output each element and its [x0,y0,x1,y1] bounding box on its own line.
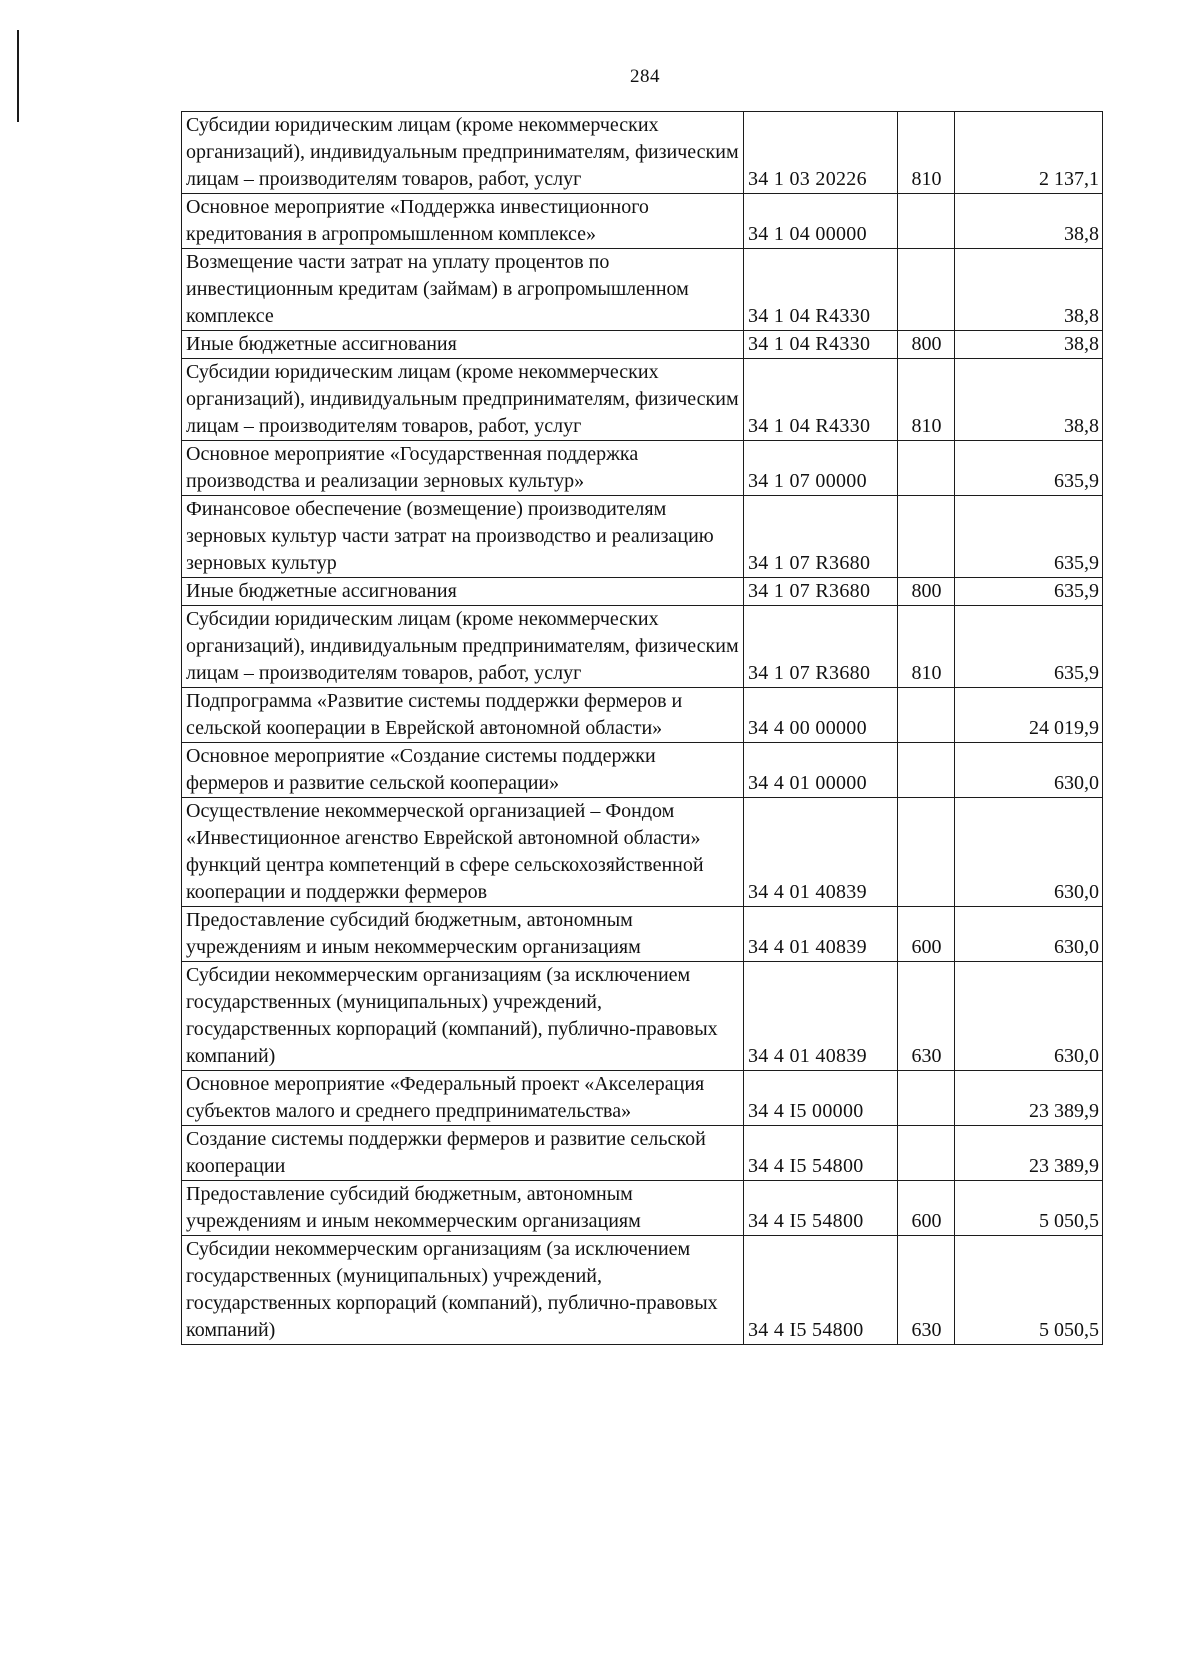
row-name-cell: Иные бюджетные ассигнования [182,331,744,359]
budget-table-body [182,112,1103,1345]
row-amount-cell: 23 389,9 [955,1071,1103,1126]
row-code-cell: 34 4 01 00000 [744,743,898,798]
row-expense-type-cell: 630 [898,1236,955,1345]
row-name-cell: Иные бюджетные ассигнования [182,578,744,606]
row-code-cell: 34 4 01 40839 [744,907,898,962]
row-name-cell: Основное мероприятие «Создание системы поддержки фермеров и развитие сельской кооперации» [182,743,744,798]
table-row [182,578,1103,606]
row-amount-cell: 5 050,5 [955,1236,1103,1345]
row-amount-cell: 2 137,1 [955,112,1103,194]
row-name-cell: Предоставление субсидий бюджетным, автономным учреждениям и иным некоммерческим организациям [182,1181,744,1236]
row-name-cell: Подпрограмма «Развитие системы поддержки фермеров и сельской кооперации в Еврейской автономной области» [182,688,744,743]
table-row [182,743,1103,798]
row-expense-type-cell: 800 [898,331,955,359]
row-code-cell: 34 1 04 R4330 [744,359,898,441]
page-number: 284 [630,66,660,87]
table-row [182,112,1103,194]
table-row [182,496,1103,578]
row-code-cell: 34 4 I5 54800 [744,1126,898,1181]
row-name-cell: Субсидии некоммерческим организациям (за исключением государственных (муниципальных) учреждений, государственных корпораций (компаний), публично-правовых компаний) [182,962,744,1071]
row-code-cell: 34 1 07 R3680 [744,496,898,578]
row-amount-cell: 24 019,9 [955,688,1103,743]
row-expense-type-cell [898,441,955,496]
row-expense-type-cell: 810 [898,359,955,441]
row-code-cell: 34 1 07 00000 [744,441,898,496]
row-amount-cell: 630,0 [955,743,1103,798]
table-row [182,441,1103,496]
row-expense-type-cell [898,496,955,578]
row-amount-cell: 23 389,9 [955,1126,1103,1181]
row-code-cell: 34 4 I5 00000 [744,1071,898,1126]
table-row [182,249,1103,331]
row-code-cell: 34 4 01 40839 [744,798,898,907]
row-code-cell: 34 4 I5 54800 [744,1181,898,1236]
row-name-cell: Субсидии некоммерческим организациям (за исключением государственных (муниципальных) учреждений, государственных корпораций (компаний), публично-правовых компаний) [182,1236,744,1345]
row-expense-type-cell: 810 [898,606,955,688]
row-expense-type-cell [898,249,955,331]
row-amount-cell: 38,8 [955,331,1103,359]
row-expense-type-cell: 600 [898,1181,955,1236]
row-name-cell: Субсидии юридическим лицам (кроме некоммерческих организаций), индивидуальным предпринимателям, физическим лицам – производителям товаров, работ, услуг [182,606,744,688]
row-code-cell: 34 4 00 00000 [744,688,898,743]
table-row [182,1181,1103,1236]
table-row [182,962,1103,1071]
row-amount-cell: 630,0 [955,907,1103,962]
row-expense-type-cell [898,743,955,798]
budget-table [181,111,1103,1345]
row-expense-type-cell [898,798,955,907]
row-code-cell: 34 1 03 20226 [744,112,898,194]
row-code-cell: 34 1 04 00000 [744,194,898,249]
table-row [182,1126,1103,1181]
row-name-cell: Предоставление субсидий бюджетным, автономным учреждениям и иным некоммерческим организациям [182,907,744,962]
row-name-cell: Субсидии юридическим лицам (кроме некоммерческих организаций), индивидуальным предпринимателям, физическим лицам – производителям товаров, работ, услуг [182,112,744,194]
table-row [182,1236,1103,1345]
table-row [182,907,1103,962]
table-row [182,1071,1103,1126]
row-name-cell: Основное мероприятие «Поддержка инвестиционного кредитования в агропромышленном комплексе» [182,194,744,249]
row-code-cell: 34 1 04 R4330 [744,249,898,331]
row-name-cell: Осуществление некоммерческой организацией – Фондом «Инвестиционное агенство Еврейской автономной области» функций центра компетенций в сфере сельскохозяйственной кооперации и поддержки фермеров [182,798,744,907]
row-name-cell: Субсидии юридическим лицам (кроме некоммерческих организаций), индивидуальным предпринимателям, физическим лицам – производителям товаров, работ, услуг [182,359,744,441]
table-row [182,798,1103,907]
row-name-cell: Основное мероприятие «Федеральный проект «Акселерация субъектов малого и среднего предпринимательства» [182,1071,744,1126]
row-expense-type-cell: 600 [898,907,955,962]
row-expense-type-cell [898,194,955,249]
table-row [182,331,1103,359]
row-expense-type-cell [898,688,955,743]
row-amount-cell: 635,9 [955,606,1103,688]
table-row [182,194,1103,249]
row-amount-cell: 38,8 [955,359,1103,441]
row-expense-type-cell [898,1071,955,1126]
row-code-cell: 34 1 07 R3680 [744,578,898,606]
table-row [182,606,1103,688]
row-name-cell: Возмещение части затрат на уплату процентов по инвестиционным кредитам (займам) в агропромышленном комплексе [182,249,744,331]
row-expense-type-cell: 630 [898,962,955,1071]
row-expense-type-cell: 800 [898,578,955,606]
row-amount-cell: 635,9 [955,496,1103,578]
row-expense-type-cell [898,1126,955,1181]
row-amount-cell: 38,8 [955,194,1103,249]
table-row [182,359,1103,441]
table-row [182,688,1103,743]
row-name-cell: Финансовое обеспечение (возмещение) производителям зерновых культур части затрат на производство и реализацию зерновых культур [182,496,744,578]
row-amount-cell: 635,9 [955,578,1103,606]
row-name-cell: Создание системы поддержки фермеров и развитие сельской кооперации [182,1126,744,1181]
row-name-cell: Основное мероприятие «Государственная поддержка производства и реализации зерновых культур» [182,441,744,496]
row-amount-cell: 5 050,5 [955,1181,1103,1236]
row-amount-cell: 630,0 [955,798,1103,907]
row-code-cell: 34 1 04 R4330 [744,331,898,359]
row-amount-cell: 635,9 [955,441,1103,496]
row-code-cell: 34 4 01 40839 [744,962,898,1071]
row-amount-cell: 630,0 [955,962,1103,1071]
row-expense-type-cell: 810 [898,112,955,194]
row-amount-cell: 38,8 [955,249,1103,331]
row-code-cell: 34 1 07 R3680 [744,606,898,688]
row-code-cell: 34 4 I5 54800 [744,1236,898,1345]
